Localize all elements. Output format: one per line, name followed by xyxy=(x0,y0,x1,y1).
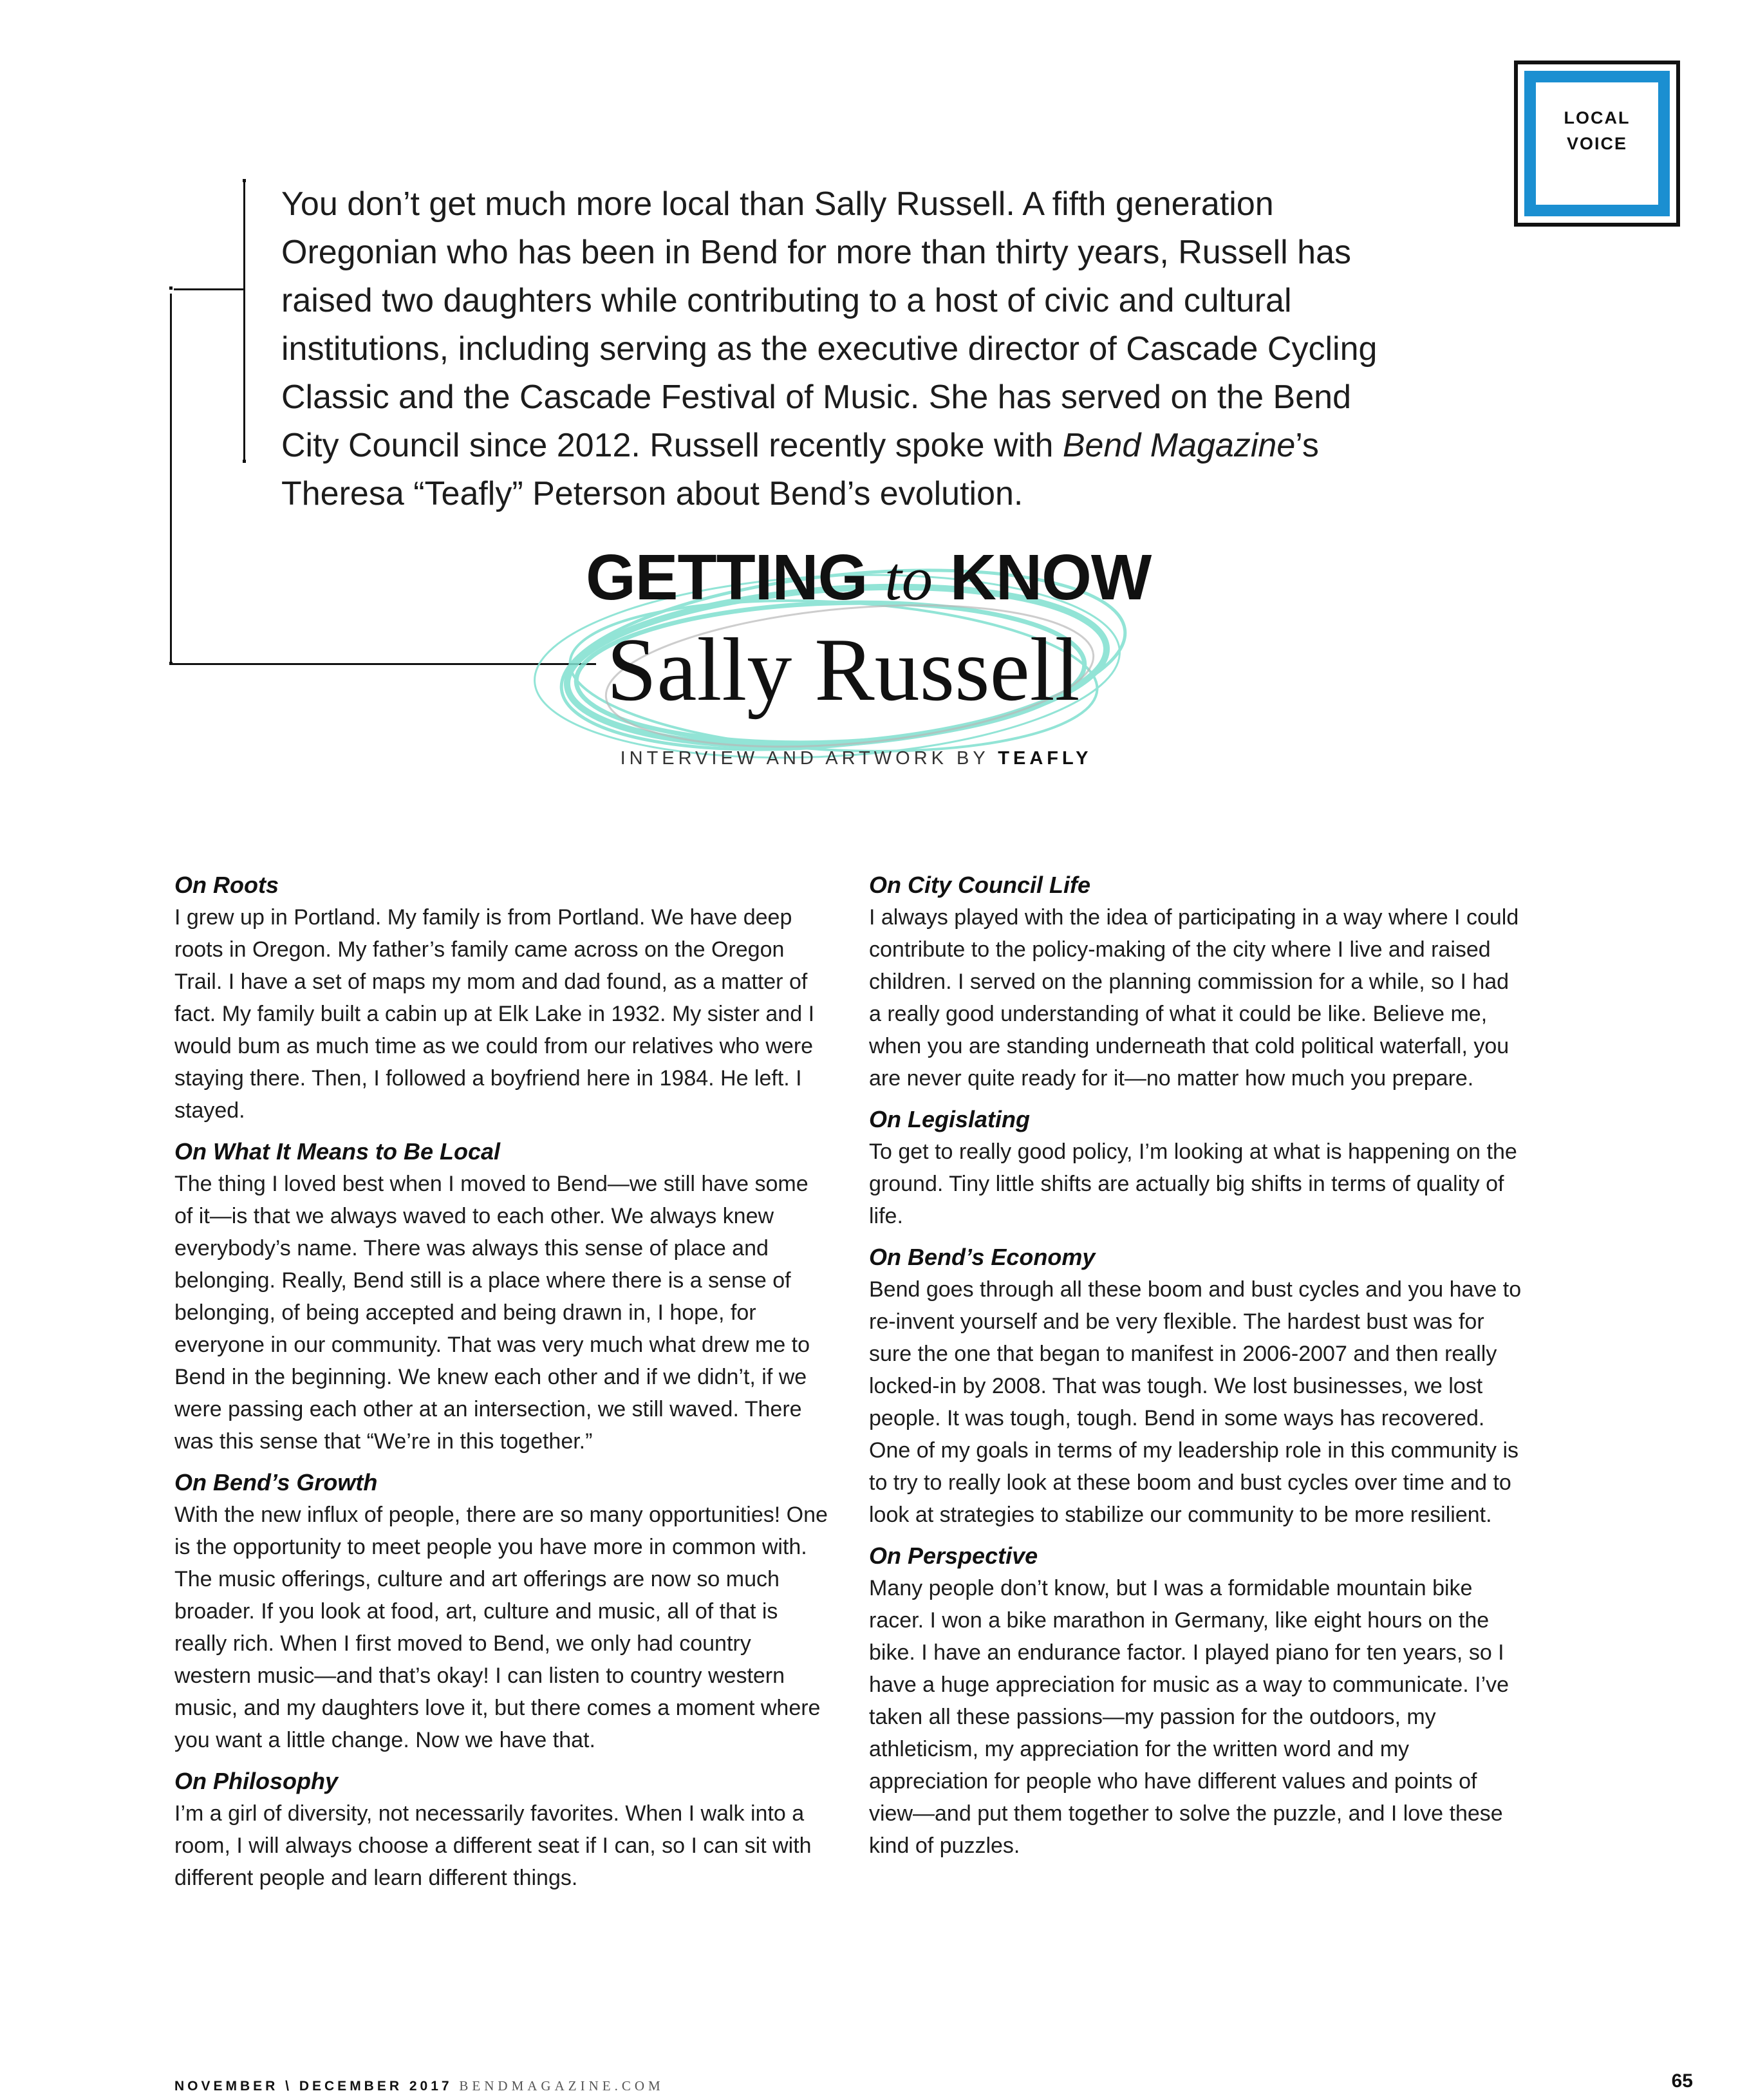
intro-text-2: ’s Theresa “Teafly” Peterson about Bend’s evolution. xyxy=(281,427,1319,512)
left-column xyxy=(174,869,831,1903)
bracket-dot xyxy=(243,179,246,182)
section-heading: On City Council Life xyxy=(869,872,1091,898)
title-getting-to-know xyxy=(586,541,1152,615)
bracket-vertical-short xyxy=(243,182,245,460)
section-economy xyxy=(869,1241,1526,1531)
bracket-dot xyxy=(243,460,246,463)
section-heading: On Legislating xyxy=(869,1106,1031,1132)
section-body: Many people don’t know, but I was a formidable mountain bike racer. I won a bike marathon in Germany, like eight hours on the bike. I have an endurance factor. I played piano for ten years, so I have a huge appreciation for music as a way to communicate. I’ve taken all these passions—my passion for the outdoors, my athleticism, my appreciation for the written word and my appreciation for people who have different values and points of view—and put them together to solve the puzzle, and I love these kind of puzzles. xyxy=(869,1576,1509,1858)
section-heading: On Philosophy xyxy=(174,1768,339,1794)
right-column xyxy=(869,869,1526,1871)
section-philosophy xyxy=(174,1765,831,1894)
badge-line-1: LOCAL xyxy=(1564,108,1631,127)
intro-text-1: You don’t get much more local than Sally Russell. A fifth generation Oregonian who has been in Bend for more than thirty years, Russell has raised two daughters while contributing to a host of civic and cultural institutions, including serving as the executive director of Cascade Cycling Classic and the Cascade Festival of Music. She has served on the Bend City Council since 2012. Russell recently spoke with xyxy=(281,185,1378,464)
title-word-to: to xyxy=(884,544,933,613)
byline-prefix: INTERVIEW AND ARTWORK BY xyxy=(620,748,989,769)
section-heading: On Perspective xyxy=(869,1542,1038,1569)
section-legislating xyxy=(869,1103,1526,1232)
section-body: I grew up in Portland. My family is from Portland. We have deep roots in Oregon. My father’s family came across on the Oregon Trail. I have a set of maps my mom and dad found, as a matter of fact. My family built a cabin up at Elk Lake in 1932. My sister and I would bum as much time as we could from our relatives who were staying there. Then, I followed a boyfriend here in 1984. He left. I stayed. xyxy=(174,905,815,1123)
local-voice-badge xyxy=(1514,61,1680,227)
byline xyxy=(550,748,1162,769)
section-heading: On Bend’s Growth xyxy=(174,1469,378,1495)
section-body: Bend goes through all these boom and bust cycles and you have to re-invent yourself and be very flexible. The hardest bust was for sure the one that began to manifest in 2006-2007 and then really locked-in by 2008. That was tough. We lost businesses, we lost people. It was tough, tough. Bend in some ways has recovered. One of my goals in terms of my leadership role in this community is to try to really look at these boom and bust cycles over time and to look at strategies to stabilize our community to be more resilient. xyxy=(869,1277,1522,1527)
footer-folio xyxy=(174,2078,664,2094)
section-body: With the new influx of people, there are so many opportunities! One is the opportunity to meet people you have more in common with. The music offerings, culture and art offerings are now so much broader. If you look at food, art, culture and music, all of that is really rich. When I first moved to Bend, we only had country western music—and that’s okay! I can listen to country western music, and my daughters love it, but there comes a moment where you want a little change. Now we have that. xyxy=(174,1503,828,1752)
section-body: To get to really good policy, I’m looking at what is happening on the ground. Tiny little shifts are actually big shifts in terms of quality of life. xyxy=(869,1139,1517,1228)
section-heading: On Bend’s Economy xyxy=(869,1244,1096,1270)
section-growth xyxy=(174,1467,831,1756)
section-being-local xyxy=(174,1136,831,1458)
section-city-council xyxy=(869,869,1526,1094)
section-perspective xyxy=(869,1540,1526,1862)
title-word-know: KNOW xyxy=(949,541,1152,614)
magazine-name: Bend Magazine xyxy=(1062,427,1296,464)
footer-issue-date: NOVEMBER \ DECEMBER 2017 xyxy=(174,2079,453,2094)
footer-website: BENDMAGAZINE.COM xyxy=(459,2078,664,2094)
bracket-dot xyxy=(169,286,173,290)
intro-paragraph xyxy=(281,180,1414,518)
page-number: 65 xyxy=(1671,2070,1693,2092)
byline-author: TEAFLY xyxy=(998,748,1092,769)
section-body: I’m a girl of diversity, not necessarily favorites. When I walk into a room, I will always choose a different seat if I can, so I can sit with different people and learn different things. xyxy=(174,1801,812,1890)
badge-line-2: VOICE xyxy=(1566,134,1628,153)
bracket-vertical-long xyxy=(170,294,172,663)
section-heading: On Roots xyxy=(174,872,279,898)
bracket-horizontal-top xyxy=(174,288,243,290)
section-roots xyxy=(174,869,831,1127)
section-body: I always played with the idea of participating in a way where I could contribute to the policy-making of the city where I live and raised children. I served on the planning commission for a while, so I had a really good understanding of what it could be like. Believe me, when you are standing underneath that cold political waterfall, you are never quite ready for it—no matter how much you prepare. xyxy=(869,905,1519,1091)
section-heading: On What It Means to Be Local xyxy=(174,1138,501,1165)
badge-inner-frame xyxy=(1524,71,1670,216)
title-subject-name: Sally Russell xyxy=(606,620,1080,720)
section-body: The thing I loved best when I moved to Bend—we still have some of it—is that we always waved to each other. We always knew everybody’s name. There was always this sense of place and belonging. Really, Bend still is a place where there is a sense of belonging, of being accepted and being drawn in, I hope, for everyone in our community. That was very much what drew me to Bend in the beginning. We knew each other and if we didn’t, if we were passing each other at an intersection, we still waved. There was this sense that “We’re in this together.” xyxy=(174,1172,810,1454)
title-word-getting: GETTING xyxy=(586,541,868,614)
